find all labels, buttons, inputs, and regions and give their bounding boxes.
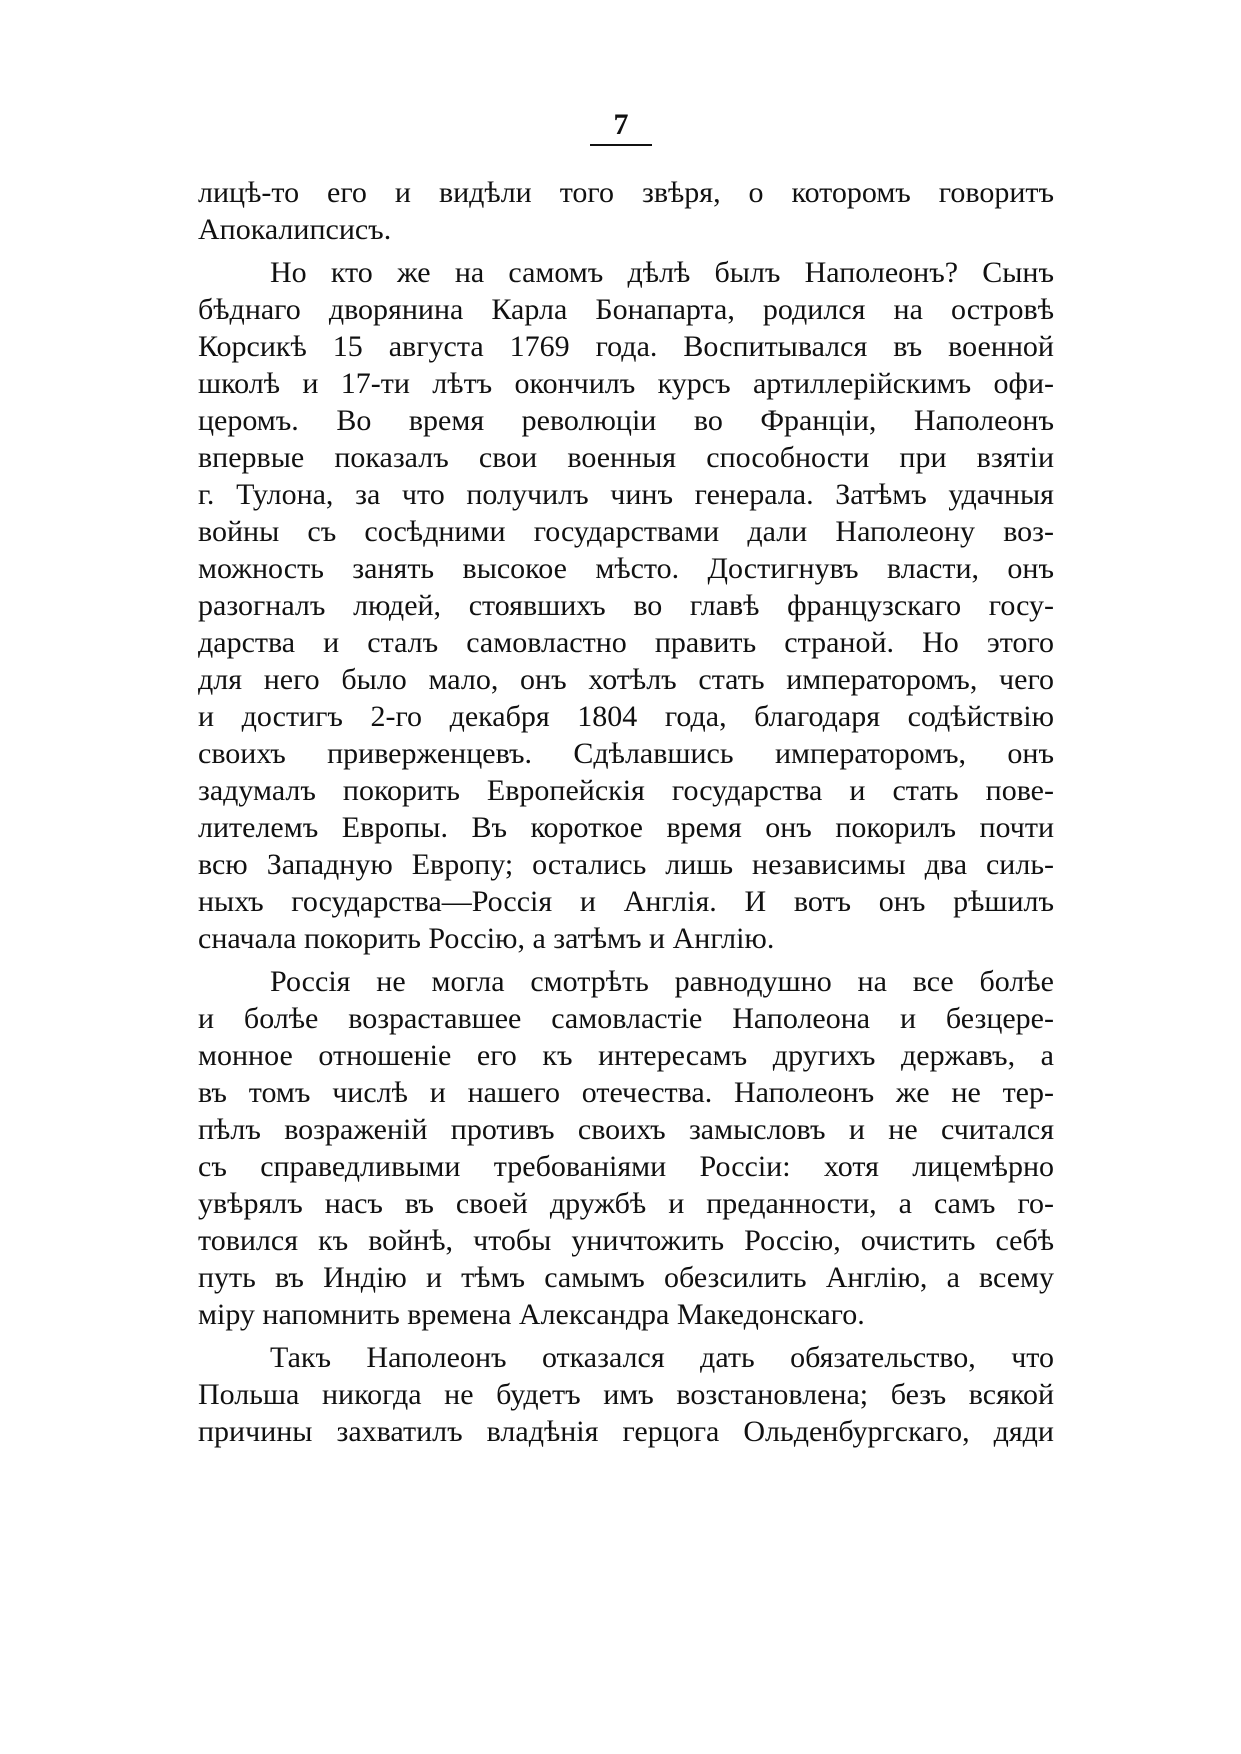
text-line: Россія не могла смотрѣть равнодушно на все болѣе — [270, 965, 1054, 998]
text-line: съ справедливыми требованіями Россіи: хотя лицемѣрно — [198, 1150, 1054, 1183]
text-line: причины захватилъ владѣнія герцога Ольденбургскаго, дяди — [198, 1415, 1054, 1448]
text-line: Корсикѣ 15 августа 1769 года. Воспитывался въ военной — [198, 330, 1054, 363]
text-line: увѣрялъ насъ въ своей дружбѣ и преданности, а самъ го- — [198, 1187, 1054, 1220]
text-line: и болѣе возраставшее самовластіе Наполеона и безцере- — [198, 1002, 1054, 1035]
paragraph — [198, 254, 1054, 957]
text-line: міру напомнить времена Александра Македонскаго. — [198, 1298, 865, 1331]
text-line: сначала покорить Россію, а затѣмъ и Англію. — [198, 922, 775, 955]
text-line: и достигъ 2-го декабря 1804 года, благодаря содѣйствію — [198, 700, 1054, 733]
text-line: лителемъ Европы. Въ короткое время онъ покорилъ почти — [198, 811, 1054, 844]
text-line: школѣ и 17-ти лѣтъ окончилъ курсъ артиллерійскимъ офи- — [198, 367, 1054, 400]
page-number-underline — [590, 144, 652, 146]
text-line: Но кто же на самомъ дѣлѣ былъ Наполеонъ? Сынъ — [270, 256, 1054, 289]
text-line: пѣлъ возраженій противъ своихъ замысловъ и не считался — [198, 1113, 1054, 1146]
text-line: войны съ сосѣдними государствами дали Наполеону воз- — [198, 515, 1054, 548]
text-line: монное отношеніе его къ интересамъ другихъ державъ, а — [198, 1039, 1054, 1072]
text-line: впервые показалъ свои военныя способности при взятіи — [198, 441, 1054, 474]
text-line: Такъ Наполеонъ отказался дать обязательство, что — [270, 1341, 1054, 1374]
paragraph — [198, 963, 1054, 1333]
text-line: Польша никогда не будетъ имъ возстановлена; безъ всякой — [198, 1378, 1054, 1411]
text-line: можность занять высокое мѣсто. Достигнувъ власти, онъ — [198, 552, 1054, 585]
text-line: въ томъ числѣ и нашего отечества. Наполеонъ же не тер- — [198, 1076, 1054, 1109]
text-line: лицѣ-то его и видѣли того звѣря, о которомъ говоритъ — [198, 176, 1054, 209]
text-line: задумалъ покорить Европейскія государства и стать пове- — [198, 774, 1054, 807]
text-line: товился къ войнѣ, чтобы уничтожить Россію, очистить себѣ — [198, 1224, 1054, 1257]
page-number: 7 — [613, 108, 629, 141]
paragraph — [198, 174, 1054, 248]
text-line: г. Тулона, за что получилъ чинъ генерала. Затѣмъ удачныя — [198, 478, 1054, 511]
text-line: дарства и сталъ самовластно править страной. Но этого — [198, 626, 1054, 659]
text-line: разогналъ людей, стоявшихъ во главѣ французскаго госу- — [198, 589, 1054, 622]
text-line: ныхъ государства—Россія и Англія. И вотъ онъ рѣшилъ — [198, 885, 1054, 918]
text-line: Апокалипсисъ. — [198, 213, 392, 246]
text-line: путь въ Индію и тѣмъ самымъ обезсилить Англію, а всему — [198, 1261, 1054, 1294]
body-text — [198, 174, 1054, 1450]
text-line: своихъ приверженцевъ. Сдѣлавшись императоромъ, онъ — [198, 737, 1054, 770]
text-line: всю Западную Европу; остались лишь независимы два силь- — [198, 848, 1054, 881]
paragraph — [198, 1339, 1054, 1450]
text-line: церомъ. Во время революціи во Франціи, Наполеонъ — [198, 404, 1054, 437]
text-line: для него было мало, онъ хотѣлъ стать императоромъ, чего — [198, 663, 1054, 696]
text-line: бѣднаго дворянина Карла Бонапарта, родился на островѣ — [198, 293, 1054, 326]
